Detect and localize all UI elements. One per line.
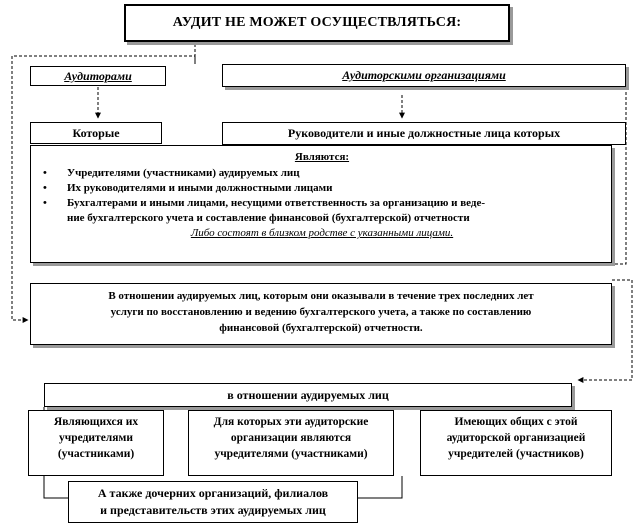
common-founders-line: Имеющих общих с этой bbox=[454, 416, 578, 428]
org-founders-line: Для которых эти аудиторские bbox=[213, 416, 369, 428]
which-firms-box bbox=[222, 122, 626, 145]
common-founders-line: учредителей (участников) bbox=[448, 448, 584, 460]
which-firms-label: Руководители и иные должностные лица которых bbox=[287, 126, 561, 140]
founders-box bbox=[28, 410, 164, 476]
which-auditors-box bbox=[30, 122, 162, 144]
org-founders-line: учредителями (участниками) bbox=[214, 448, 368, 460]
subsidiaries-line: А также дочерних организаций, филиалов bbox=[97, 486, 329, 500]
are-list bbox=[41, 166, 603, 211]
bullet-icon: • bbox=[43, 167, 47, 179]
list-item: • Учредителями (участниками) аудируемых лиц bbox=[43, 167, 300, 179]
regarding-label: в отношении аудируемых лиц bbox=[227, 388, 389, 402]
founders-line: (участниками) bbox=[57, 448, 135, 460]
subsidiaries-line: и представительств этих аудируемых лиц bbox=[100, 503, 326, 517]
subsidiaries-box bbox=[68, 481, 358, 523]
audit-firms-box bbox=[222, 64, 626, 87]
page-title bbox=[124, 4, 510, 42]
title-text: АУДИТ НЕ МОЖЕТ ОСУЩЕСТВЛЯТЬСЯ: bbox=[172, 15, 462, 30]
list-item: • Бухгалтерами и иными лицами, несущими ответственность за организацию и веде- bbox=[43, 197, 485, 209]
services-line: услуги по восстановлению и ведению бухгалтерского учета, а также по составлению bbox=[110, 306, 532, 318]
common-founders-box bbox=[420, 410, 612, 476]
auditors-label: Аудиторами bbox=[64, 69, 132, 83]
bullet-icon: • bbox=[43, 197, 47, 209]
which-auditors-label: Которые bbox=[72, 126, 120, 140]
bullet-icon: • bbox=[43, 182, 47, 194]
list-item: • Их руководителями и иными должностными лицами bbox=[43, 182, 333, 194]
org-founders-line: организации являются bbox=[230, 432, 352, 444]
audit-firms-label: Аудиторскими организациями bbox=[342, 68, 506, 82]
services-box bbox=[30, 283, 612, 345]
regarding-box bbox=[44, 383, 572, 407]
founders-line: Являющихся их bbox=[53, 416, 139, 428]
relatives-note: Либо состоят в близком родстве с указанными лицами. bbox=[190, 227, 454, 239]
common-founders-line: аудиторской организацией bbox=[446, 432, 586, 444]
list-item-continuation: ние бухгалтерского учета и составление финансовой (бухгалтерской) отчетности bbox=[67, 212, 470, 224]
founders-line: учредителями bbox=[59, 432, 133, 444]
org-founders-box bbox=[188, 410, 394, 476]
services-line: финансовой (бухгалтерской) отчетности. bbox=[219, 322, 423, 334]
services-line: В отношении аудируемых лиц, которым они оказывали в течение трех последних лет bbox=[108, 290, 534, 302]
are-box bbox=[30, 145, 612, 263]
auditors-box bbox=[30, 66, 166, 86]
are-heading: Являются: bbox=[294, 151, 350, 163]
